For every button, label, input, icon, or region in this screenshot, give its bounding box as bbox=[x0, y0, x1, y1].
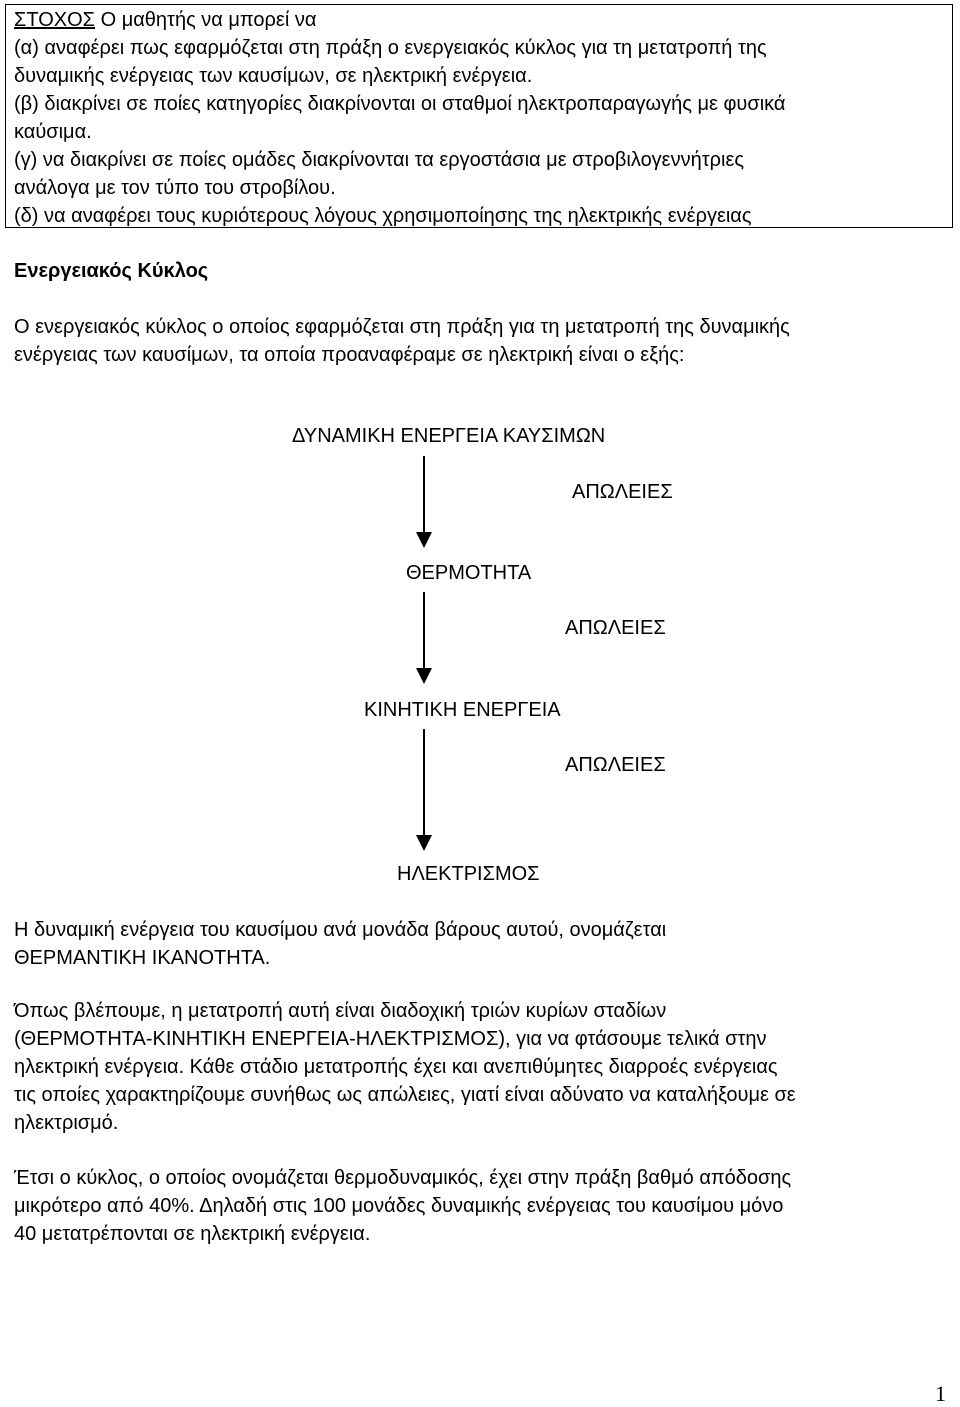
objective-line: δυναμικής ενέργειας των καυσίμων, σε ηλεκτρική ενέργεια. bbox=[14, 65, 533, 87]
section-intro-line: ενέργειας των καυσίμων, τα οποία προαναφέραμε σε ηλεκτρική είναι ο εξής: bbox=[14, 344, 685, 366]
flow-connector-1 bbox=[423, 456, 425, 536]
paragraph-line: (ΘΕΡΜΟΤΗΤΑ-ΚΙΝΗΤΙΚΗ ΕΝΕΡΓΕΙΑ-ΗΛΕΚΤΡΙΣΜΟΣ), για να φτάσουμε τελικά στην bbox=[14, 1028, 767, 1050]
objectives-intro: Ο μαθητής να μπορεί να bbox=[95, 9, 317, 31]
paragraph-line: ηλεκτρική ενέργεια. Κάθε στάδιο μετατροπής έχει και ανεπιθύμητες διαρροές ενέργειας bbox=[14, 1056, 778, 1078]
flow-loss-label-1: ΑΠΩΛΕΙΕΣ bbox=[572, 481, 673, 503]
section-title: Ενεργειακός Κύκλος bbox=[14, 260, 209, 282]
objective-line: ανάλογα με τον τύπο του στροβίλου. bbox=[14, 177, 336, 199]
paragraph-line: τις οποίες χαρακτηρίζουμε συνήθως ως απώλειες, γιατί είναι αδύνατο να καταλήξουμε σε bbox=[14, 1084, 796, 1106]
flow-connector-2 bbox=[423, 592, 425, 672]
paragraph-line: 40 μετατρέπονται σε ηλεκτρική ενέργεια. bbox=[14, 1223, 371, 1245]
objectives-heading-line bbox=[14, 6, 316, 34]
section-intro-line: Ο ενεργειακός κύκλος ο οποίος εφαρμόζεται στη πράξη για τη μετατροπή της δυναμικής bbox=[14, 316, 790, 338]
page-number: 1 bbox=[935, 1381, 946, 1406]
flow-end-label: ΗΛΕΚΤΡΙΣΜΟΣ bbox=[397, 863, 540, 885]
flow-arrow-down-icon bbox=[416, 835, 432, 851]
objective-line: (β) διακρίνει σε ποίες κατηγορίες διακρίνονται οι σταθμοί ηλεκτροπαραγωγής με φυσικά bbox=[14, 93, 786, 115]
paragraph-line: Όπως βλέπουμε, η μετατροπή αυτή είναι διαδοχική τριών κυρίων σταδίων bbox=[14, 1000, 667, 1022]
objective-line: (γ) να διακρίνει σε ποίες ομάδες διακρίνονται τα εργοστάσια με στροβιλογεννήτριες bbox=[14, 149, 744, 171]
flow-stage-label-2: ΚΙΝΗΤΙΚΗ ΕΝΕΡΓΕΙΑ bbox=[364, 699, 561, 721]
paragraph-line: ΘΕΡΜΑΝΤΙΚΗ ΙΚΑΝΟΤΗΤΑ. bbox=[14, 947, 271, 969]
flow-loss-label-2: ΑΠΩΛΕΙΕΣ bbox=[565, 617, 666, 639]
paragraph-line: ηλεκτρισμό. bbox=[14, 1112, 119, 1134]
objectives-heading: ΣΤΟΧΟΣ bbox=[14, 9, 96, 31]
objective-line: καύσιμα. bbox=[14, 121, 92, 143]
flow-stage-label-1: ΘΕΡΜΟΤΗΤΑ bbox=[406, 562, 532, 584]
objective-line: (δ) να αναφέρει τους κυριότερους λόγους χρησιμοποίησης της ηλεκτρικής ενέργειας bbox=[14, 205, 752, 227]
flow-loss-label-3: ΑΠΩΛΕΙΕΣ bbox=[565, 754, 666, 776]
flow-arrow-down-icon bbox=[416, 668, 432, 684]
paragraph-line: Έτσι ο κύκλος, ο οποίος ονομάζεται θερμοδυναμικός, έχει στην πράξη βαθμό απόδοσης bbox=[14, 1167, 792, 1189]
paragraph-line: Η δυναμική ενέργεια του καυσίμου ανά μονάδα βάρους αυτού, ονομάζεται bbox=[14, 919, 667, 941]
objective-line: (α) αναφέρει πως εφαρμόζεται στη πράξη ο ενεργειακός κύκλος για τη μετατροπή της bbox=[14, 37, 767, 59]
flow-arrow-down-icon bbox=[416, 532, 432, 548]
flow-connector-3 bbox=[423, 729, 425, 839]
flow-start-label: ΔΥΝΑΜΙΚΗ ΕΝΕΡΓΕΙΑ ΚΑΥΣΙΜΩΝ bbox=[292, 425, 606, 447]
paragraph-line: μικρότερο από 40%. Δηλαδή στις 100 μονάδες δυναμικής ενέργειας του καυσίμου μόνο bbox=[14, 1195, 784, 1217]
